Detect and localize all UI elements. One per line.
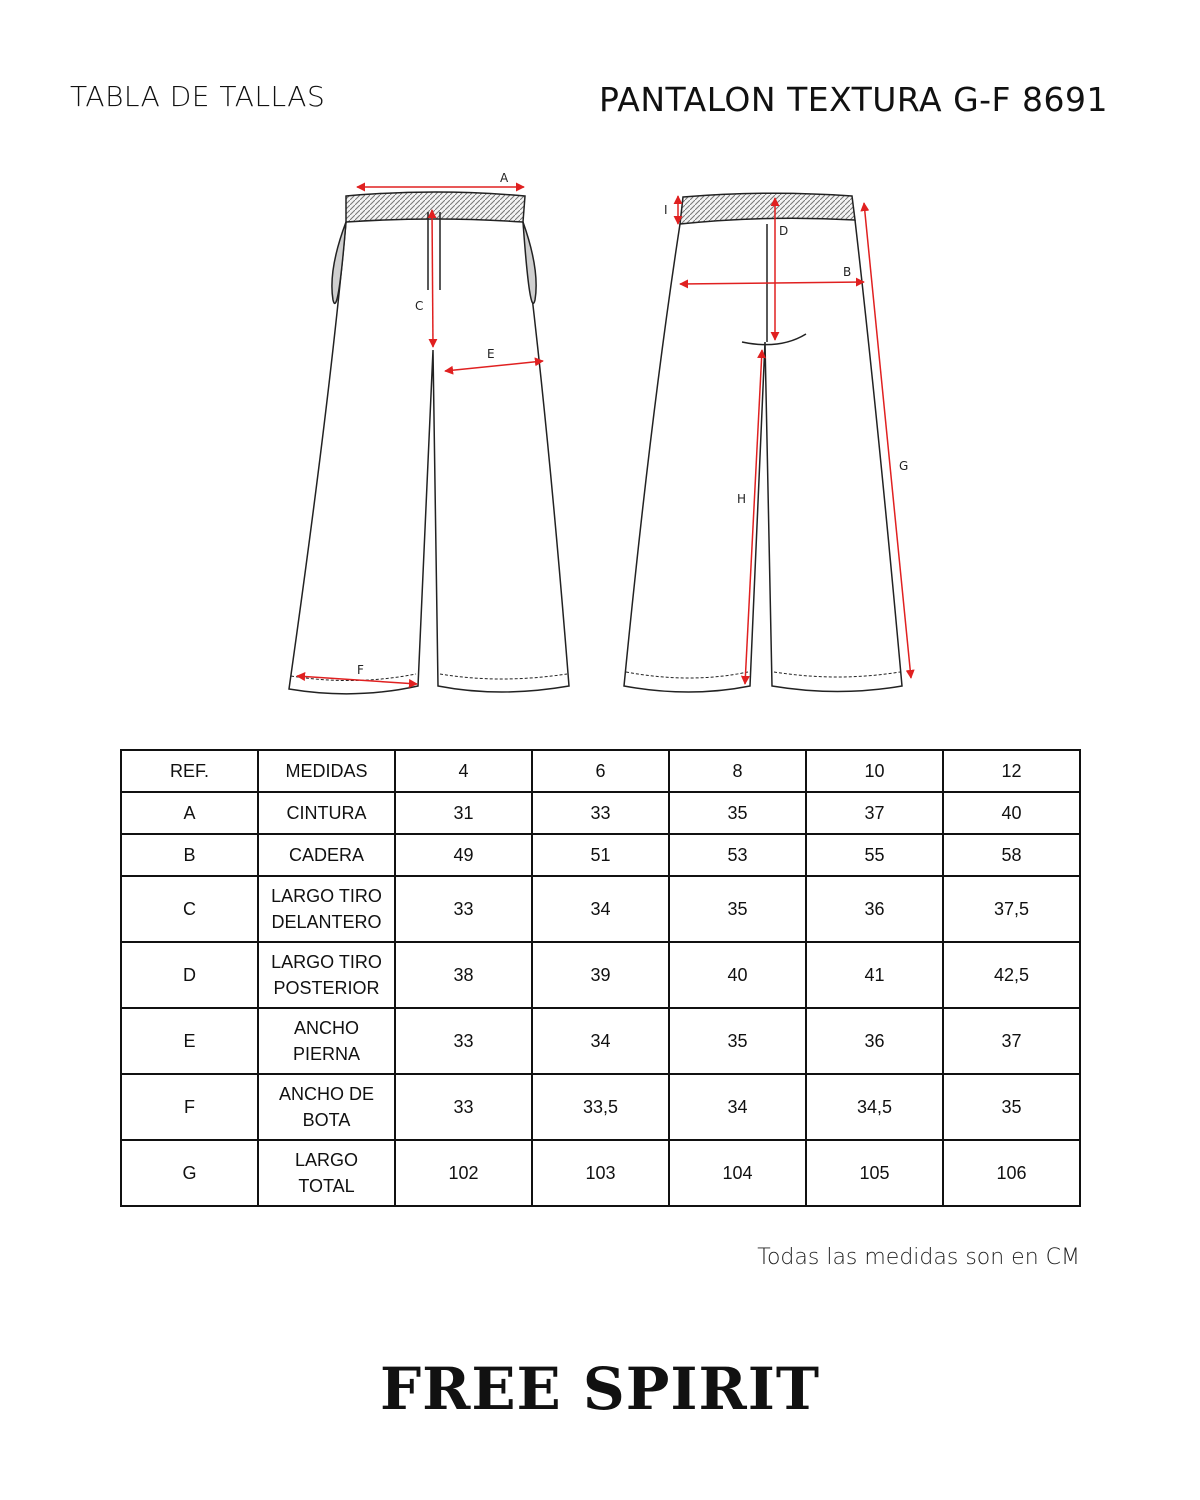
arrow-f xyxy=(297,676,417,684)
front-right-pocket xyxy=(523,222,536,303)
value-cell: 37 xyxy=(943,1008,1080,1074)
value-cell: 51 xyxy=(532,834,669,876)
label-i: I xyxy=(664,203,668,217)
value-cell: 36 xyxy=(806,876,943,942)
page-title: TABLA DE TALLAS xyxy=(70,80,326,113)
drawstring xyxy=(428,212,440,290)
front-left-pocket xyxy=(332,222,346,303)
value-cell: 37 xyxy=(806,792,943,834)
label-c: C xyxy=(415,299,424,313)
ref-cell: B xyxy=(121,834,258,876)
table-row xyxy=(121,1140,1080,1206)
ref-cell: D xyxy=(121,942,258,1008)
value-cell: 41 xyxy=(806,942,943,1008)
back-hem-stitch xyxy=(626,672,900,678)
label-h: H xyxy=(737,492,747,506)
pants-technical-drawing xyxy=(0,160,1200,720)
measure-line: ANCHO xyxy=(293,1018,359,1038)
value-cell: 103 xyxy=(532,1140,669,1206)
header-cell: 12 xyxy=(943,750,1080,792)
arrow-h xyxy=(745,350,762,684)
value-cell: 53 xyxy=(669,834,806,876)
header-cell: MEDIDAS xyxy=(258,750,395,792)
measure-line: LARGO TIRO xyxy=(271,886,382,906)
header-cell: 8 xyxy=(669,750,806,792)
ref-cell: A xyxy=(121,792,258,834)
measure-line: CADERA xyxy=(288,845,364,865)
back-outline xyxy=(624,220,902,692)
value-cell: 35 xyxy=(669,792,806,834)
label-f: F xyxy=(357,663,364,677)
brand-logo: FREE SPIRIT xyxy=(379,1355,821,1423)
measure-cell xyxy=(258,1140,395,1206)
value-cell: 35 xyxy=(669,1008,806,1074)
measure-cell xyxy=(258,1074,395,1140)
value-cell: 36 xyxy=(806,1008,943,1074)
label-a: A xyxy=(500,171,509,185)
measure-line: DELANTERO xyxy=(271,912,382,932)
value-cell: 33 xyxy=(395,1008,532,1074)
front-hem-stitch xyxy=(291,674,567,681)
label-d: D xyxy=(779,224,789,238)
front-view xyxy=(289,192,569,694)
value-cell: 49 xyxy=(395,834,532,876)
ref-cell: G xyxy=(121,1140,258,1206)
measure-cell xyxy=(258,792,395,834)
value-cell: 33,5 xyxy=(532,1074,669,1140)
value-cell: 104 xyxy=(669,1140,806,1206)
label-e: E xyxy=(487,347,495,361)
table-row xyxy=(121,792,1080,834)
label-b: B xyxy=(843,265,852,279)
table-row xyxy=(121,834,1080,876)
arrow-g xyxy=(864,203,911,678)
back-view xyxy=(624,193,902,692)
table-row xyxy=(121,1008,1080,1074)
value-cell: 35 xyxy=(943,1074,1080,1140)
front-outline xyxy=(289,222,569,694)
arrow-c xyxy=(432,210,433,347)
header-cell: 4 xyxy=(395,750,532,792)
table-row xyxy=(121,1074,1080,1140)
product-title: PANTALON TEXTURA G-F 8691 xyxy=(598,80,1108,119)
value-cell: 40 xyxy=(669,942,806,1008)
table-header-row xyxy=(121,750,1080,792)
table-row xyxy=(121,876,1080,942)
measurement-arrows xyxy=(297,187,911,684)
value-cell: 33 xyxy=(395,1074,532,1140)
value-cell: 38 xyxy=(395,942,532,1008)
header-cell: 10 xyxy=(806,750,943,792)
value-cell: 106 xyxy=(943,1140,1080,1206)
value-cell: 33 xyxy=(395,876,532,942)
value-cell: 37,5 xyxy=(943,876,1080,942)
value-cell: 58 xyxy=(943,834,1080,876)
ref-cell: E xyxy=(121,1008,258,1074)
measure-cell xyxy=(258,1008,395,1074)
header-cell: REF. xyxy=(121,750,258,792)
measure-line: ANCHO DE xyxy=(278,1084,374,1104)
value-cell: 40 xyxy=(943,792,1080,834)
value-cell: 105 xyxy=(806,1140,943,1206)
ref-cell: F xyxy=(121,1074,258,1140)
back-seat-curve xyxy=(742,334,806,345)
value-cell: 35 xyxy=(669,876,806,942)
value-cell: 42,5 xyxy=(943,942,1080,1008)
value-cell: 34,5 xyxy=(806,1074,943,1140)
measure-cell xyxy=(258,834,395,876)
arrow-e xyxy=(445,361,543,371)
measure-line: POSTERIOR xyxy=(273,978,380,998)
table-row xyxy=(121,942,1080,1008)
header-cell: 6 xyxy=(532,750,669,792)
value-cell: 31 xyxy=(395,792,532,834)
arrow-b xyxy=(680,282,864,284)
size-chart-table xyxy=(120,749,1081,1207)
value-cell: 34 xyxy=(532,1008,669,1074)
measure-line: LARGO TIRO xyxy=(271,952,382,972)
value-cell: 33 xyxy=(532,792,669,834)
measure-cell xyxy=(258,942,395,1008)
value-cell: 102 xyxy=(395,1140,532,1206)
measure-line: BOTA xyxy=(302,1110,351,1130)
back-waistband xyxy=(680,193,855,224)
value-cell: 39 xyxy=(532,942,669,1008)
value-cell: 34 xyxy=(532,876,669,942)
value-cell: 55 xyxy=(806,834,943,876)
front-waistband xyxy=(346,192,525,222)
measure-line: TOTAL xyxy=(298,1176,355,1196)
measure-cell xyxy=(258,876,395,942)
units-note: Todas las medidas son en CM xyxy=(757,1245,1080,1270)
measure-line: LARGO xyxy=(294,1150,359,1170)
label-g: G xyxy=(899,459,909,473)
value-cell: 34 xyxy=(669,1074,806,1140)
measure-line: CINTURA xyxy=(286,803,367,823)
ref-cell: C xyxy=(121,876,258,942)
measure-line: PIERNA xyxy=(292,1044,361,1064)
